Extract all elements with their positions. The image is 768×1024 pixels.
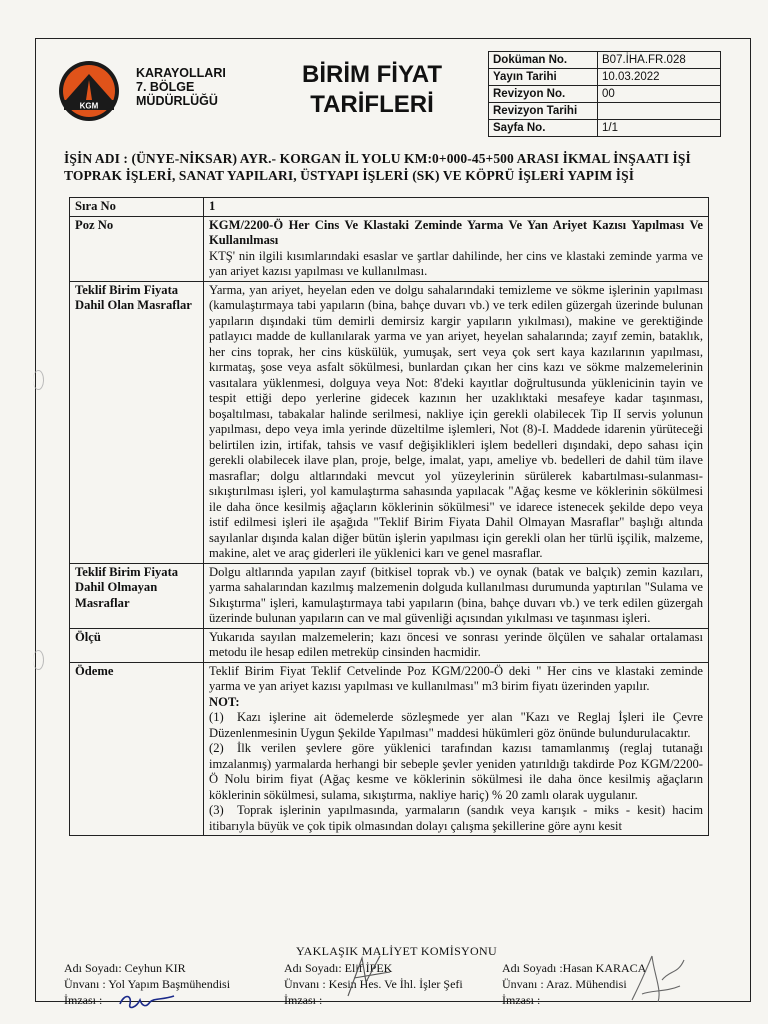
meta-value <box>598 103 721 120</box>
signature-scribble-icon <box>340 952 400 1002</box>
meta-label: Revizyon Tarihi <box>489 103 598 120</box>
title-line: BİRİM FİYAT <box>301 61 442 88</box>
spec-row-odeme <box>70 662 709 836</box>
row-label: Poz No <box>70 216 204 281</box>
row-label: Sıra No <box>70 198 204 217</box>
spec-row-dahil <box>70 281 709 563</box>
row-value: 1 <box>204 198 709 217</box>
org-line: KARAYOLLARI <box>136 66 226 80</box>
signatory-sign-label: İmzası : <box>502 993 541 1007</box>
signature-scribble-icon <box>622 950 692 1006</box>
organization-name <box>136 66 246 108</box>
spec-row-poz <box>70 216 709 281</box>
punch-hole-mark <box>33 650 44 670</box>
meta-value: 10.03.2022 <box>598 69 721 86</box>
note-item <box>209 803 703 834</box>
row-label: Teklif Birim Fiyata Dahil Olan Masraflar <box>70 281 204 563</box>
row-value <box>204 216 709 281</box>
note-number: (3) <box>209 803 224 817</box>
row-label: Ödeme <box>70 662 204 836</box>
note-label: NOT: <box>209 694 240 709</box>
commission-title: YAKLAŞIK MALİYET KOMİSYONU <box>296 944 497 958</box>
note-number: (2) <box>209 741 224 755</box>
poz-description: KTŞ' nin ilgili kısımlarındaki esaslar ve şartlar dahilinde, her cins ve klastaki zeminde yarma ve yan ariyet kazısı yapılması ve kullanılması. <box>209 248 703 278</box>
spec-row-sira <box>70 198 709 217</box>
document-title <box>272 60 472 120</box>
meta-value: B07.İHA.FR.028 <box>598 52 721 69</box>
logo-text: KGM <box>79 101 99 111</box>
punch-hole-mark <box>33 370 44 390</box>
signatory-sign-label: İmzası : <box>284 993 323 1007</box>
meta-value: 1/1 <box>598 120 721 137</box>
signatory-sign-label: İmzası : <box>64 993 103 1007</box>
note-number: (1) <box>209 710 224 724</box>
note-item <box>209 710 703 741</box>
signatory-title: Ünvanı : Kesin Hes. Ve İhl. İşler Şefi <box>284 977 463 991</box>
signatory-title: Ünvanı : Yol Yapım Başmühendisi <box>64 977 231 991</box>
meta-row <box>489 69 721 86</box>
title-line: TARİFLERİ <box>310 91 434 118</box>
note-item <box>209 741 703 803</box>
note-text: Kazı işlerine ait ödemelerde sözleşmede yer alan "Kazı ve Reglaj İşleri ile Çevre Düzenlenmesinin Uygun Şekilde Yapılması" maddesi hükümleri göz önünde bulundurulacaktır. <box>209 710 703 740</box>
meta-row <box>489 86 721 103</box>
meta-label: Revizyon No. <box>489 86 598 103</box>
signatory-name: Adı Soyadı :Hasan KARACA <box>502 961 647 975</box>
document-meta-table <box>488 51 721 137</box>
kgm-logo-icon <box>58 60 120 122</box>
row-value <box>204 662 709 836</box>
payment-text: Teklif Birim Fiyat Teklif Cetvelinde Poz KGM/2200-Ö deki " Her cins ve klastaki zeminde yarma ve yan ariyet kazısı yapılması ve kullanılması" m3 birim fiyatı üzerinden yapılır. <box>209 663 703 693</box>
signature-scribble-icon <box>118 990 178 1012</box>
row-label: Ölçü <box>70 628 204 662</box>
org-line: 7. BÖLGE <box>136 80 195 94</box>
meta-label: Doküman No. <box>489 52 598 69</box>
meta-label: Sayfa No. <box>489 120 598 137</box>
row-value: Dolgu altlarında yapılan zayıf (bitkisel toprak vb.) ve oynak (batak ve balçık) zemin kazıları, yarma sahalarından kazılmış malzemenin dolguda kullanılması durumunda yaptırılan "Sulama ve Sıkıştırma" işleri, kamulaştırmaya tabi yapıların (bina, bahçe duvarı vb.) ve terk edilen güzergah üzerinde bulunan yapıların can ve mal güvenliği açısından yıkılması ve taşınması işleri. <box>204 563 709 628</box>
meta-row <box>489 52 721 69</box>
signatory-title: Ünvanı : Araz. Mühendisi <box>502 977 627 991</box>
note-text: İlk verilen şevlere göre yüklenici tarafından kazısı tamamlanmış (reglaj tutanağı imzalanmış) yarmalarda herhangi bir sebeple şevler yeniden yatırıldığı takdirde Poz KGM/2200-Ö Nolu birim fiyat (Ağaç kesme ve köklerinin sökülmesi ile daha önce kesilmiş ağaçların köklerinin sökülmesi, sulama, sıkıştırma, nakliye hariç) % 20 zamlı olarak uygulanır. <box>209 741 703 802</box>
meta-value: 00 <box>598 86 721 103</box>
meta-label: Yayın Tarihi <box>489 69 598 86</box>
signatory-name: Adı Soyadı: Ceyhun KIR <box>64 961 186 975</box>
note-text: Toprak işlerinin yapılmasında, yarmaların (sandık veya karışık - miks - kesit) hacim itibarıyla büyük ve çok tipik olmasından dolayı çalışma şekillerine göre aynı kesit <box>209 803 703 833</box>
org-line: MÜDÜRLÜĞÜ <box>136 94 218 108</box>
unit-price-spec-table <box>69 197 709 836</box>
meta-row <box>489 103 721 120</box>
meta-row <box>489 120 721 137</box>
spec-row-haric <box>70 563 709 628</box>
poz-title: KGM/2200-Ö Her Cins Ve Klastaki Zeminde Yarma Ve Yan Ariyet Kazısı Yapılması Ve Kullanılması <box>209 217 703 247</box>
spec-row-olcu <box>70 628 709 662</box>
signatory-name: Adı Soyadı: Elif İPEK <box>284 961 393 975</box>
row-value: Yukarıda sayılan malzemelerin; kazı öncesi ve sonrası yerinde ölçülen ve sahalar ortalaması metodu ile hesap edilen metreküp cinsinden hacmidir. <box>204 628 709 662</box>
row-value: Yarma, yan ariyet, heyelan eden ve dolgu sahalarındaki temizleme ve sökme işlerinin yapılması (kamulaştırmaya tabi yapıların (bina, bahçe duvarı vb.) ve terk edilen güzergah üzerinde bulunan yapıların dışındaki tüm demirli demirsiz kargir yapıların yıkılması), makine ve gerektiğinde patlayıcı madde de kullanılarak yarma ve yan ariyet, heyelan sahalarında; zayıf zemin, bataklık, her cins toprak, her cins küskülük, yumuşak, sert veya çok sert kaya kazılarının yapılması, kırmataş, şose veya asfalt sökülmesi, bunlardan çıkan her cins kazı ve sökme malzemelerinin vasıtalara yüklenmesi, dolguya veya Not: 8'deki kayıtlar doğrultusunda yüklenicinin tayin ve tespit ettiği depo yerlerine gidecek kazının her uzaklıktaki mesafeye kadar taşınması, boşaltılması, tabakalar halinde serilmesi, nakliye için gerekli olabilecek Tip II servis yolunun yapılması, depo veya imla yerinde düzeltilme işlemleri, Not (8)-I. Maddede idarenin yürüteceği belirtilen izin, irtifak, tahsis ve vasıf değişiklikleri işlem bedelleri dışındaki, depo sahası için gerekli olabilecek ilave plan, proje, belge, imalat, yapı, ameliye vb. bedelleri de dahil tüm ilave masraflar; dolgu altlarındaki mevcut yol yüzeylerinin sürülerek kabartılması-sulanması-sıkıştırılması işleri, yol kamulaştırma sahasında yapılacak "Ağaç kesme ve köklerinin sökülmesi ile daha önce kesilmiş ağaçların köklerinin sökülmesi" ve idarece istenecek şekilde depo veya istif edilmesi işleri ile aşağıda "Teklif Birim Fiyata Dahil Olmayan Masraflar" başlığı altında sayılanlar dışında kalan diğer bütün işlerin yapılması için gerekli olan her türlü işçilik, malzeme, makine, alet ve araç giderleri ile yüklenici karı ve genel masraflar. <box>204 281 709 563</box>
row-label: Teklif Birim Fiyata Dahil Olmayan Masraflar <box>70 563 204 628</box>
work-name: İŞİN ADI : (ÜNYE-NİKSAR) AYR.- KORGAN İL YOLU KM:0+000-45+500 ARASI İKMAL İNŞAATI İŞİ TOPRAK İŞLERİ, SANAT YAPILARI, ÜSTYAPI İŞLERİ (SK) VE KÖPRÜ İŞLERİ YAPIM İŞİ <box>64 151 691 183</box>
